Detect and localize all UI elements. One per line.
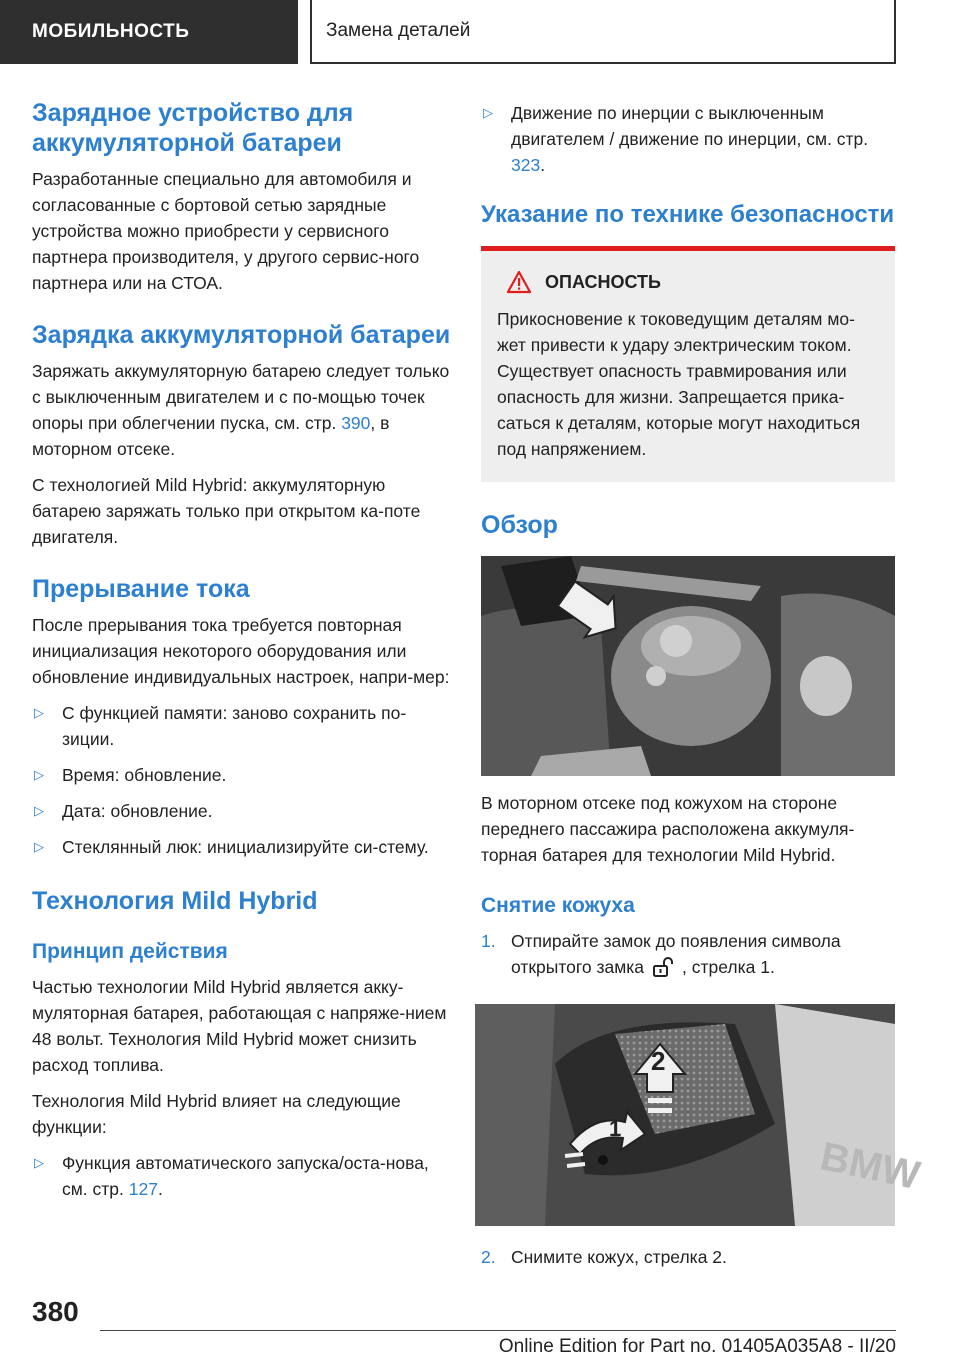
bmw-emblem-text: BMW — [816, 1134, 924, 1199]
principle-paragraph: Частью технологии Mild Hybrid является акку-муляторная батарея, работающая с напряже-нием 48 вольт. Технология Mild Hybrid может снизить расход топлива. — [32, 977, 447, 1075]
triangle-bullet-icon: ▷ — [34, 803, 44, 818]
edition-footer: Online Edition for Part no. 01405A035A8 - II/20 — [498, 1336, 896, 1357]
mild-hybrid-charging-paragraph: С технологией Mild Hybrid: аккумуляторную батарею заряжать только при открытом ка-поте двигателя. — [32, 475, 421, 547]
danger-text: Прикосновение к токоведущим деталям мо-жет привести к удару электрическим током. Существует опасность травмирования или опасность для жизни. Запрещается прика-саться к деталям, которые могут находиться под напряжением. — [497, 309, 861, 459]
list-item-text: Дата: обновление. — [62, 801, 213, 821]
danger-box — [481, 246, 895, 482]
tech-heading: Технология Mild Hybrid — [32, 887, 318, 915]
step-number: 1. — [481, 931, 496, 951]
page-link-127[interactable]: 127 — [128, 1179, 158, 1199]
step-item — [481, 1244, 895, 1270]
list-item-text: Движение по инерции с выключенным двигателем / движение по инерции, см. стр. — [511, 103, 869, 149]
list-item-text: Время: обновление. — [62, 765, 227, 785]
triangle-bullet-icon: ▷ — [34, 705, 44, 720]
danger-label: ОПАСНОСТЬ — [545, 272, 661, 292]
step-text-end: , стрелка 1. — [682, 957, 775, 977]
interrupt-list — [32, 700, 452, 860]
coast-list — [481, 100, 895, 178]
list-item-text-end: . — [157, 1179, 163, 1199]
charging-text-end: , в моторном отсеке. — [32, 413, 390, 459]
arrow-label-1: 1 — [609, 1116, 622, 1141]
footer-rule — [100, 1330, 896, 1331]
list-item — [32, 834, 452, 860]
charger-heading: Зарядное устройство для аккумуляторной батареи — [32, 99, 354, 157]
list-item — [32, 798, 452, 824]
chapter-tab: Замена деталей — [310, 0, 896, 64]
page-link-390[interactable]: 390 — [341, 413, 371, 433]
interrupt-paragraph: После прерывания тока требуется повторная инициализация некоторого оборудования или обновление индивидуальных настроек, напри-мер: — [32, 615, 450, 687]
left-column — [32, 98, 452, 1202]
list-item-text: С функцией памяти: заново сохранить по-зиции. — [62, 703, 407, 749]
step-text: Отпирайте замок до появления символа открытого замка — [511, 931, 841, 977]
overview-heading: Обзор — [481, 511, 558, 539]
list-item — [32, 762, 452, 788]
triangle-bullet-icon: ▷ — [34, 767, 44, 782]
triangle-bullet-icon: ▷ — [483, 105, 493, 120]
list-item-text: Функция автоматического запуска/оста-нова, см. стр. — [62, 1153, 429, 1199]
safety-heading: Указание по технике безопасности — [481, 201, 895, 228]
interrupt-heading: Прерывание тока — [32, 575, 250, 603]
engine-bay-photo — [481, 556, 895, 776]
triangle-bullet-icon: ▷ — [34, 1155, 44, 1170]
list-item-text-end: . — [540, 155, 546, 175]
danger-header — [497, 269, 879, 300]
warning-triangle-icon — [507, 271, 531, 300]
arrow-label-2: 2 — [651, 1046, 666, 1076]
list-item — [481, 100, 895, 178]
removal-steps-2 — [481, 1244, 895, 1270]
step-text: Снимите кожух, стрелка 2. — [511, 1247, 727, 1267]
page-number: 380 — [32, 1296, 79, 1327]
cover-removal-photo — [475, 1004, 924, 1226]
list-item-text: Стеклянный люк: инициализируйте си-стему. — [62, 837, 429, 857]
open-lock-icon — [652, 957, 674, 984]
step-number: 2. — [481, 1247, 496, 1267]
charging-paragraph — [32, 358, 452, 462]
cover-removal-illustration — [475, 1004, 924, 1226]
page-header — [0, 0, 960, 66]
overview-paragraph: В моторном отсеке под кожухом на стороне переднего пассажира расположена аккумуля-торная батарея для технологии Mild Hybrid. — [481, 793, 855, 865]
step-item — [481, 928, 895, 984]
function-list — [32, 1150, 452, 1202]
charger-paragraph: Разработанные специально для автомобиля и согласованные с бортовой сетью зарядные устройства можно приобрести у сервисного партнера производителя, у другого сервис-ного партнера или на СТОА. — [32, 169, 420, 293]
list-item — [32, 1150, 452, 1202]
principle-paragraph-2: Технология Mild Hybrid влияет на следующие функции: — [32, 1091, 401, 1137]
right-column — [481, 100, 924, 1270]
principle-heading: Принцип действия — [32, 940, 228, 963]
page-link-323[interactable]: 323 — [511, 155, 541, 175]
removal-steps — [481, 928, 895, 984]
section-tab: МОБИЛЬНОСТЬ — [0, 0, 298, 64]
engine-bay-illustration — [481, 556, 895, 776]
charging-text: Заряжать аккумуляторную батарею следует только с выключенным двигателем и с по-мощью точек опоры при облегчении пуска, см. стр. — [32, 361, 450, 433]
removal-heading: Снятие кожуха — [481, 894, 635, 917]
danger-body — [481, 251, 895, 482]
list-item — [32, 700, 452, 752]
triangle-bullet-icon: ▷ — [34, 839, 44, 854]
charging-heading: Зарядка аккумуляторной батареи — [32, 321, 451, 349]
